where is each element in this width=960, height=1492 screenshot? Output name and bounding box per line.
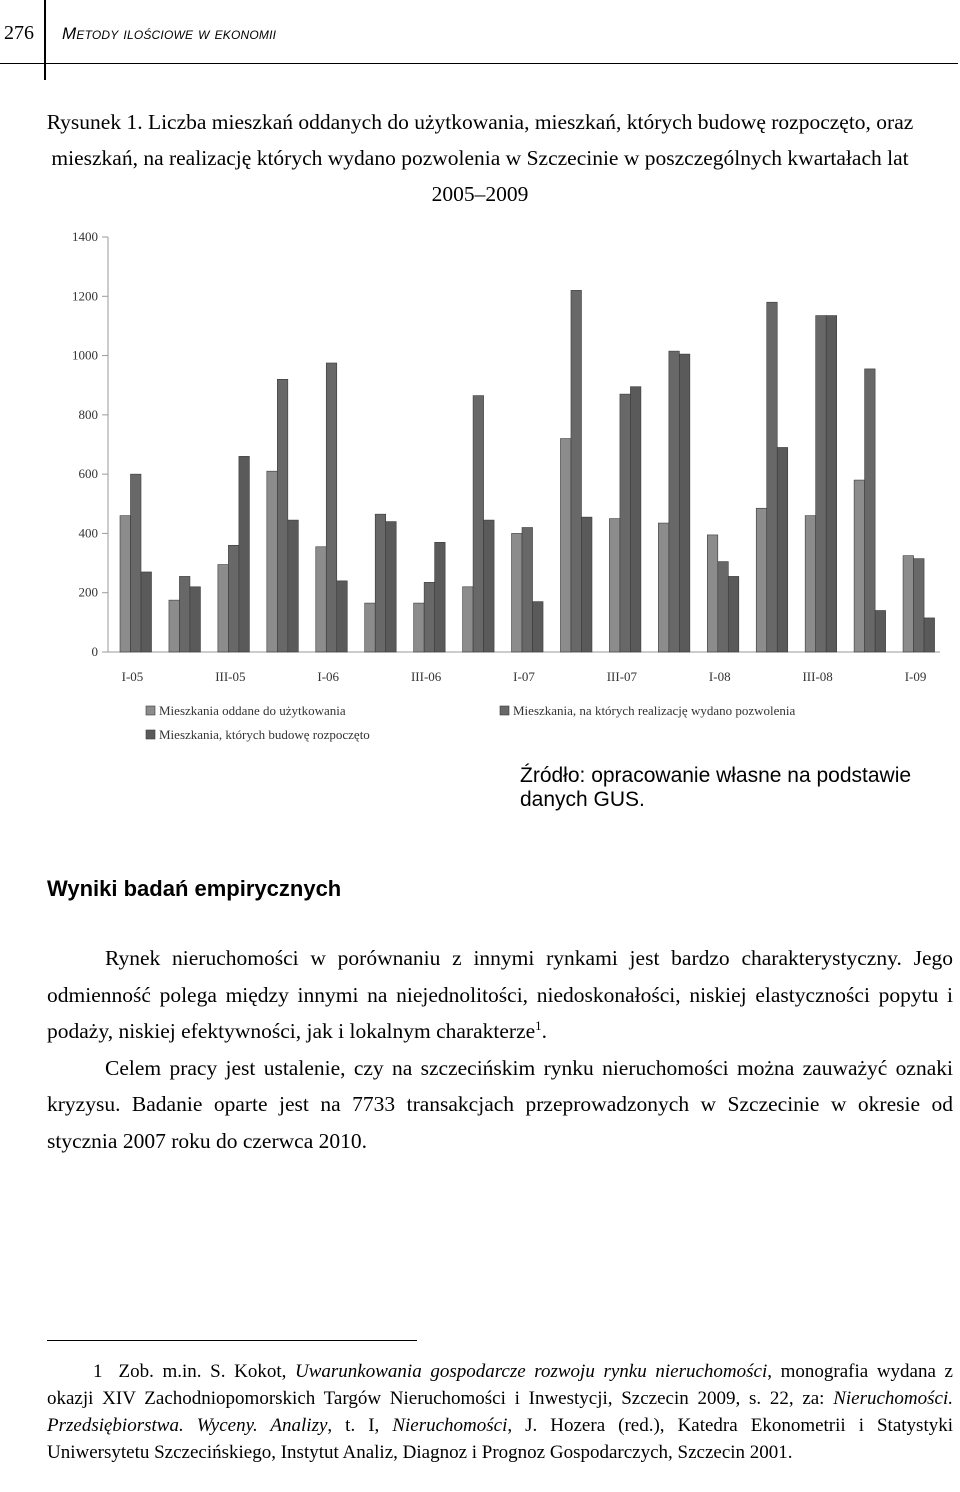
bar-IV-05-series2 <box>277 379 288 652</box>
x-tick-label: I-09 <box>904 669 927 684</box>
bar-IV-05-series3 <box>288 520 299 652</box>
bar-IV-08-series2 <box>865 369 876 652</box>
bar-I-05-series2 <box>131 474 142 652</box>
legend-swatch <box>146 730 155 739</box>
bar-III-05-series1 <box>218 565 229 652</box>
bar-II-06-series1 <box>365 603 376 652</box>
chart-legend <box>146 703 795 742</box>
bar-I-05-series3 <box>141 572 152 652</box>
bar-IV-06-series2 <box>473 396 484 652</box>
footnote-text-4: , J. Hozera (red.), Katedra Ekonometrii i Statystyki Uniwersytetu Szczecińskiego, Instytut Analiz, Diagnoz i Prognoz Gospodarczych, Szczecin 2001. <box>47 1415 954 1463</box>
y-axis-ticks <box>72 229 108 659</box>
bar-IV-05-series1 <box>267 471 278 652</box>
bar-III-06-series2 <box>424 582 435 652</box>
bar-II-05-series1 <box>169 600 180 652</box>
bar-III-07-series3 <box>630 387 641 652</box>
bar-I-07-series3 <box>533 602 544 652</box>
bar-III-06-series1 <box>414 603 425 652</box>
bar-III-05-series2 <box>228 545 239 652</box>
y-tick-label: 1000 <box>72 347 98 363</box>
footnote-reference: 1 <box>535 1018 542 1033</box>
bar-I-08-series1 <box>707 535 718 652</box>
running-head-text: Metody ilościowe w ekonomii <box>62 24 277 43</box>
y-tick-label: 200 <box>78 584 98 600</box>
y-tick-label: 800 <box>78 406 98 422</box>
chart <box>0 222 960 762</box>
x-tick-label: I-08 <box>708 669 731 684</box>
bar-III-08-series1 <box>805 516 816 652</box>
bar-IV-06-series3 <box>484 520 495 652</box>
footnote <box>47 1358 953 1466</box>
header-vertical-rule <box>44 0 46 80</box>
footnote-title-3: Nieruchomości <box>392 1415 508 1436</box>
bar-II-07-series1 <box>560 439 571 652</box>
bar-I-07-series2 <box>522 528 533 653</box>
bar-III-05-series3 <box>239 456 250 652</box>
legend-label: Mieszkania, których budowę rozpoczęto <box>159 727 370 742</box>
footnote-title-2: Nieruchomości. Przedsiębiorstwa. Wyceny. Analizy <box>47 1388 953 1436</box>
bar-II-08-series2 <box>767 302 778 652</box>
legend-swatch <box>146 706 155 715</box>
bar-IV-07-series2 <box>669 351 680 652</box>
bar-I-08-series3 <box>728 576 739 652</box>
footnote-rule <box>47 1340 417 1341</box>
x-tick-label: III-07 <box>606 669 638 684</box>
bar-I-09-series2 <box>914 559 925 652</box>
bar-III-06-series3 <box>435 542 446 652</box>
footnote-text-2: , monografia wydana z okazji XIV Zachodniopomorskich Targów Nieruchomości i Inwestycji, Szczecin 2009, s. 22, za: <box>47 1361 953 1409</box>
y-tick-label: 600 <box>78 466 98 482</box>
bar-II-08-series3 <box>777 447 788 652</box>
footnote-number: 1 <box>93 1361 103 1382</box>
y-tick-label: 1400 <box>72 229 98 244</box>
footnote-text-3: , t. I, <box>327 1415 393 1436</box>
chart-svg <box>0 222 960 762</box>
x-tick-label: I-05 <box>121 669 144 684</box>
bar-II-05-series3 <box>190 587 201 652</box>
paragraph-1-text: Rynek nieruchomości w porównaniu z innymi rynkami jest bardzo charakterystyczny. Jego odmienność polega między innymi na niejednolitości, niedoskonałości, niskiej elastyczności popytu i podaży, niskiej efektywności, jak i lokalnym charakterze <box>47 946 953 1043</box>
bar-I-06-series3 <box>337 581 348 652</box>
bar-III-07-series1 <box>609 519 620 652</box>
bar-IV-08-series1 <box>854 480 865 652</box>
bar-I-09-series1 <box>903 556 914 652</box>
bar-II-07-series2 <box>571 290 582 652</box>
figure-caption: Rysunek 1. Liczba mieszkań oddanych do użytkowania, mieszkań, których budowę rozpoczęto, oraz mieszkań, na realizację których wydano pozwolenia w Szczecinie w poszczególnych kwartałach lat 2005–2009 <box>46 110 914 206</box>
x-tick-label: III-06 <box>410 669 442 684</box>
paragraph-1-end: . <box>541 1019 547 1043</box>
bar-I-08-series2 <box>718 562 729 652</box>
bar-IV-08-series3 <box>875 611 886 653</box>
figure-source-note: Źródło: opracowanie własne na podstawie danych GUS. <box>520 764 912 811</box>
bar-I-06-series2 <box>326 363 337 652</box>
x-tick-label: I-06 <box>317 669 340 684</box>
bar-I-07-series1 <box>512 533 523 652</box>
x-tick-label: III-08 <box>802 669 833 684</box>
bar-II-08-series1 <box>756 508 767 652</box>
section-heading: Wyniki badań empirycznych <box>47 876 342 901</box>
paragraph-1 <box>47 940 953 1050</box>
bar-III-07-series2 <box>620 394 631 652</box>
running-head <box>62 24 276 44</box>
bar-I-09-series3 <box>924 618 935 652</box>
y-tick-label: 400 <box>78 525 98 541</box>
bar-III-08-series3 <box>826 316 837 652</box>
bar-IV-06-series1 <box>463 587 474 652</box>
chart-bars <box>120 290 935 652</box>
bar-II-06-series2 <box>375 514 386 652</box>
bar-I-05-series1 <box>120 516 131 652</box>
y-tick-label: 1200 <box>72 288 98 304</box>
paragraph-2: Celem pracy jest ustalenie, czy na szczecińskim rynku nieruchomości można zauważyć oznaki kryzysu. Badanie oparte jest na 7733 transakcjach przeprowadzonych w Szczecinie w okresie od stycznia 2007 roku do czerwca 2010. <box>47 1055 953 1153</box>
y-tick-label: 0 <box>91 644 98 659</box>
legend-label: Mieszkania, na których realizację wydano pozwolenia <box>513 703 796 718</box>
bar-IV-07-series1 <box>658 523 669 652</box>
bar-II-07-series3 <box>581 517 592 652</box>
x-axis-ticks <box>122 669 927 684</box>
legend-label: Mieszkania oddane do użytkowania <box>159 703 346 718</box>
bar-II-06-series3 <box>386 522 397 652</box>
body-text <box>47 940 953 1159</box>
legend-swatch <box>500 706 509 715</box>
page-number: 276 <box>4 22 34 44</box>
footnote-title-1: Uwarunkowania gospodarcze rozwoju rynku nieruchomości <box>295 1361 768 1382</box>
bar-IV-07-series3 <box>679 354 690 652</box>
bar-II-05-series2 <box>179 576 190 652</box>
header-horizontal-rule <box>0 63 958 64</box>
footnote-text-1: Zob. m.in. S. Kokot, <box>118 1361 296 1382</box>
bar-I-06-series1 <box>316 547 327 652</box>
x-tick-label: I-07 <box>513 669 535 684</box>
x-tick-label: III-05 <box>215 669 246 684</box>
bar-III-08-series2 <box>816 316 827 652</box>
